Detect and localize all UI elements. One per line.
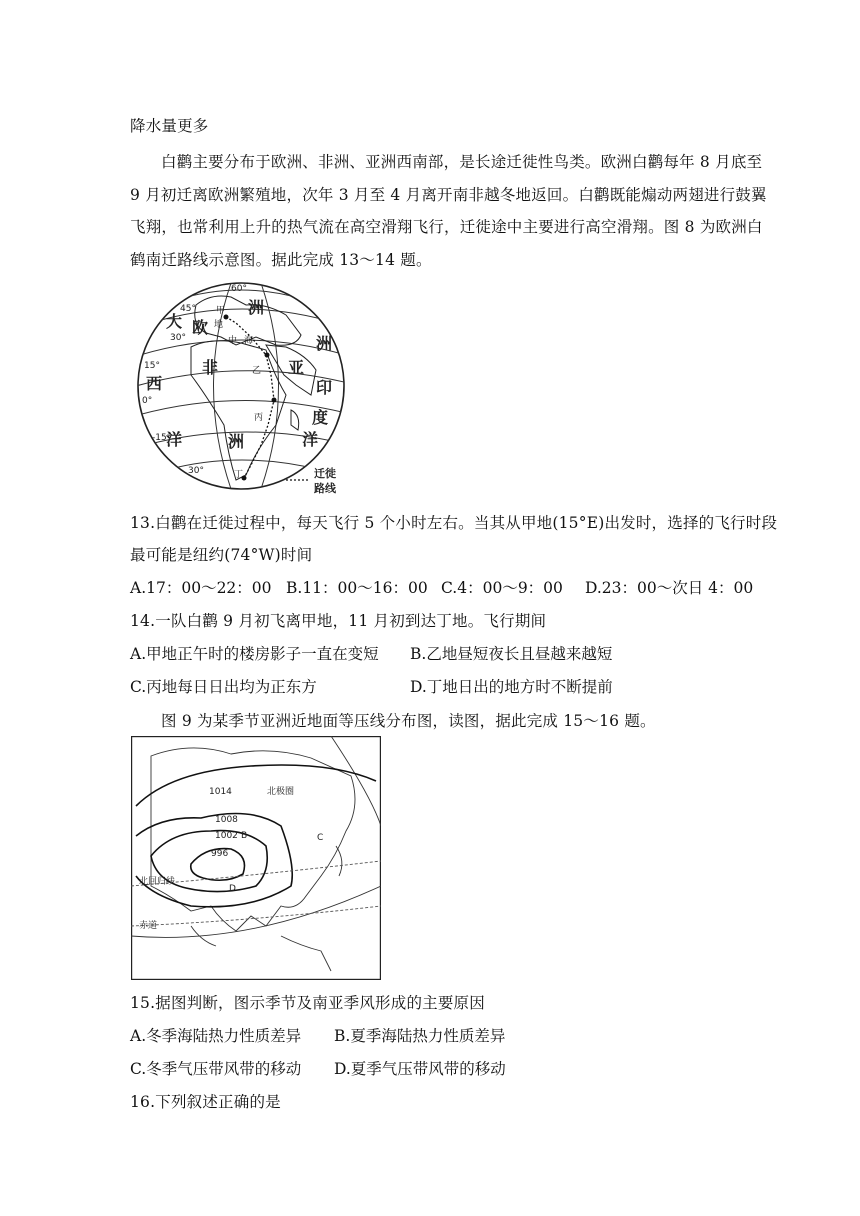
label-yang-atlantic: 洋 bbox=[166, 430, 183, 449]
lat-label-60: 60° bbox=[231, 284, 247, 294]
figure-9-isobar-map bbox=[131, 736, 381, 980]
q13-stem-line-1: 13.白鹳在迁徙过程中，每天飞行 5 个小时左右。当其从甲地(15°E)出发时，选择的飞行时段 bbox=[130, 514, 778, 532]
label-yin: 印 bbox=[316, 378, 333, 397]
isobar-1008: 1008 bbox=[215, 815, 238, 825]
label-di: 地 bbox=[214, 320, 224, 330]
lat-label-0: 0° bbox=[142, 396, 153, 406]
label-jia: 甲 bbox=[216, 306, 226, 316]
label-ya: 亚 bbox=[288, 358, 305, 377]
label-ding: 丁 bbox=[234, 470, 244, 480]
legend-label-2: 路线 bbox=[314, 482, 336, 495]
label-arctic-circle: 北极圈 bbox=[267, 787, 295, 797]
q16-stem: 16.下列叙述正确的是 bbox=[130, 1093, 281, 1111]
q15-option-c: C.冬季气压带风带的移动 bbox=[130, 1060, 302, 1078]
q14-option-c: C.丙地每日日出均为正东方 bbox=[130, 678, 317, 696]
isobar-1014: 1014 bbox=[209, 787, 232, 797]
label-fei: 非 bbox=[202, 358, 219, 377]
q15-option-b: B.夏季海陆热力性质差异 bbox=[334, 1027, 506, 1045]
text-continuation: 降水量更多 bbox=[130, 117, 209, 135]
lat-label-30: 30° bbox=[170, 333, 186, 343]
q14-option-b: B.乙地昼短夜长且昼越来越短 bbox=[410, 645, 613, 663]
label-hai: 海 bbox=[244, 336, 254, 346]
label-c: C bbox=[317, 833, 324, 843]
label-yang-indian: 洋 bbox=[302, 430, 319, 449]
label-d: D bbox=[229, 884, 236, 894]
lat-label-15: 15° bbox=[144, 361, 160, 371]
label-tropic-of-cancer: 北回归线 bbox=[139, 877, 176, 887]
intro-paragraph-line-3: 飞翔，也常利用上升的热气流在高空滑翔飞行，迁徙途中主要进行高空滑翔。图 8 为欧洲白 bbox=[130, 218, 763, 236]
label-zhou-asia: 洲 bbox=[316, 334, 333, 353]
figure-8-globe-map bbox=[136, 275, 358, 500]
isobar-1002: 1002 bbox=[215, 831, 238, 841]
label-yi: 乙 bbox=[252, 366, 262, 376]
q13-option-d: D.23：00～次日 4：00 bbox=[585, 579, 754, 597]
label-zhong: 中 bbox=[228, 336, 238, 346]
q15-stem: 15.据图判断，图示季节及南亚季风形成的主要原因 bbox=[130, 994, 485, 1012]
intro-paragraph-line-1: 白鹳主要分布于欧洲、非洲、亚洲西南部，是长途迁徙性鸟类。欧洲白鹳每年 8 月底至 bbox=[161, 153, 763, 171]
q14-stem: 14.一队白鹳 9 月初飞离甲地，11 月初到达丁地。飞行期间 bbox=[130, 612, 547, 630]
lat-label-minus15: -15° bbox=[152, 433, 172, 443]
label-da: 大 bbox=[166, 312, 183, 331]
q15-option-a: A.冬季海陆热力性质差异 bbox=[130, 1027, 302, 1045]
q13-option-a: A.17：00～22：00 bbox=[130, 579, 272, 597]
figure9-intro: 图 9 为某季节亚洲近地面等压线分布图，读图，据此完成 15～16 题。 bbox=[161, 712, 656, 730]
q13-option-b: B.11：00～16：00 bbox=[286, 579, 428, 597]
q14-option-a: A.甲地正午时的楼房影子一直在变短 bbox=[130, 645, 379, 663]
q14-option-d: D.丁地日出的地方时不断提前 bbox=[410, 678, 613, 696]
label-zhou-africa: 洲 bbox=[228, 432, 245, 451]
legend-label-1: 迁徙 bbox=[314, 467, 336, 480]
q13-stem-line-2: 最可能是纽约(74°W)时间 bbox=[130, 546, 313, 564]
isobar-996: 996 bbox=[211, 849, 229, 859]
intro-paragraph-line-4: 鹤南迁路线示意图。据此完成 13～14 题。 bbox=[130, 251, 432, 269]
label-ou: 欧 bbox=[192, 318, 209, 337]
label-xi: 西 bbox=[146, 374, 163, 393]
label-bing: 丙 bbox=[254, 413, 264, 423]
label-du: 度 bbox=[312, 408, 329, 427]
lat-label-minus30: 30° bbox=[188, 466, 204, 476]
q13-option-c: C.4：00～9：00 bbox=[441, 579, 563, 597]
label-b: B bbox=[241, 831, 248, 841]
q15-option-d: D.夏季气压带风带的移动 bbox=[334, 1060, 506, 1078]
label-zhou-europe: 洲 bbox=[248, 298, 265, 317]
label-equator: 赤道 bbox=[139, 921, 158, 931]
intro-paragraph-line-2: 9 月初迁离欧洲繁殖地，次年 3 月至 4 月离开南非越冬地返回。白鹳既能煽动两翅进行鼓翼 bbox=[130, 186, 767, 204]
lat-label-45: 45° bbox=[180, 304, 196, 314]
